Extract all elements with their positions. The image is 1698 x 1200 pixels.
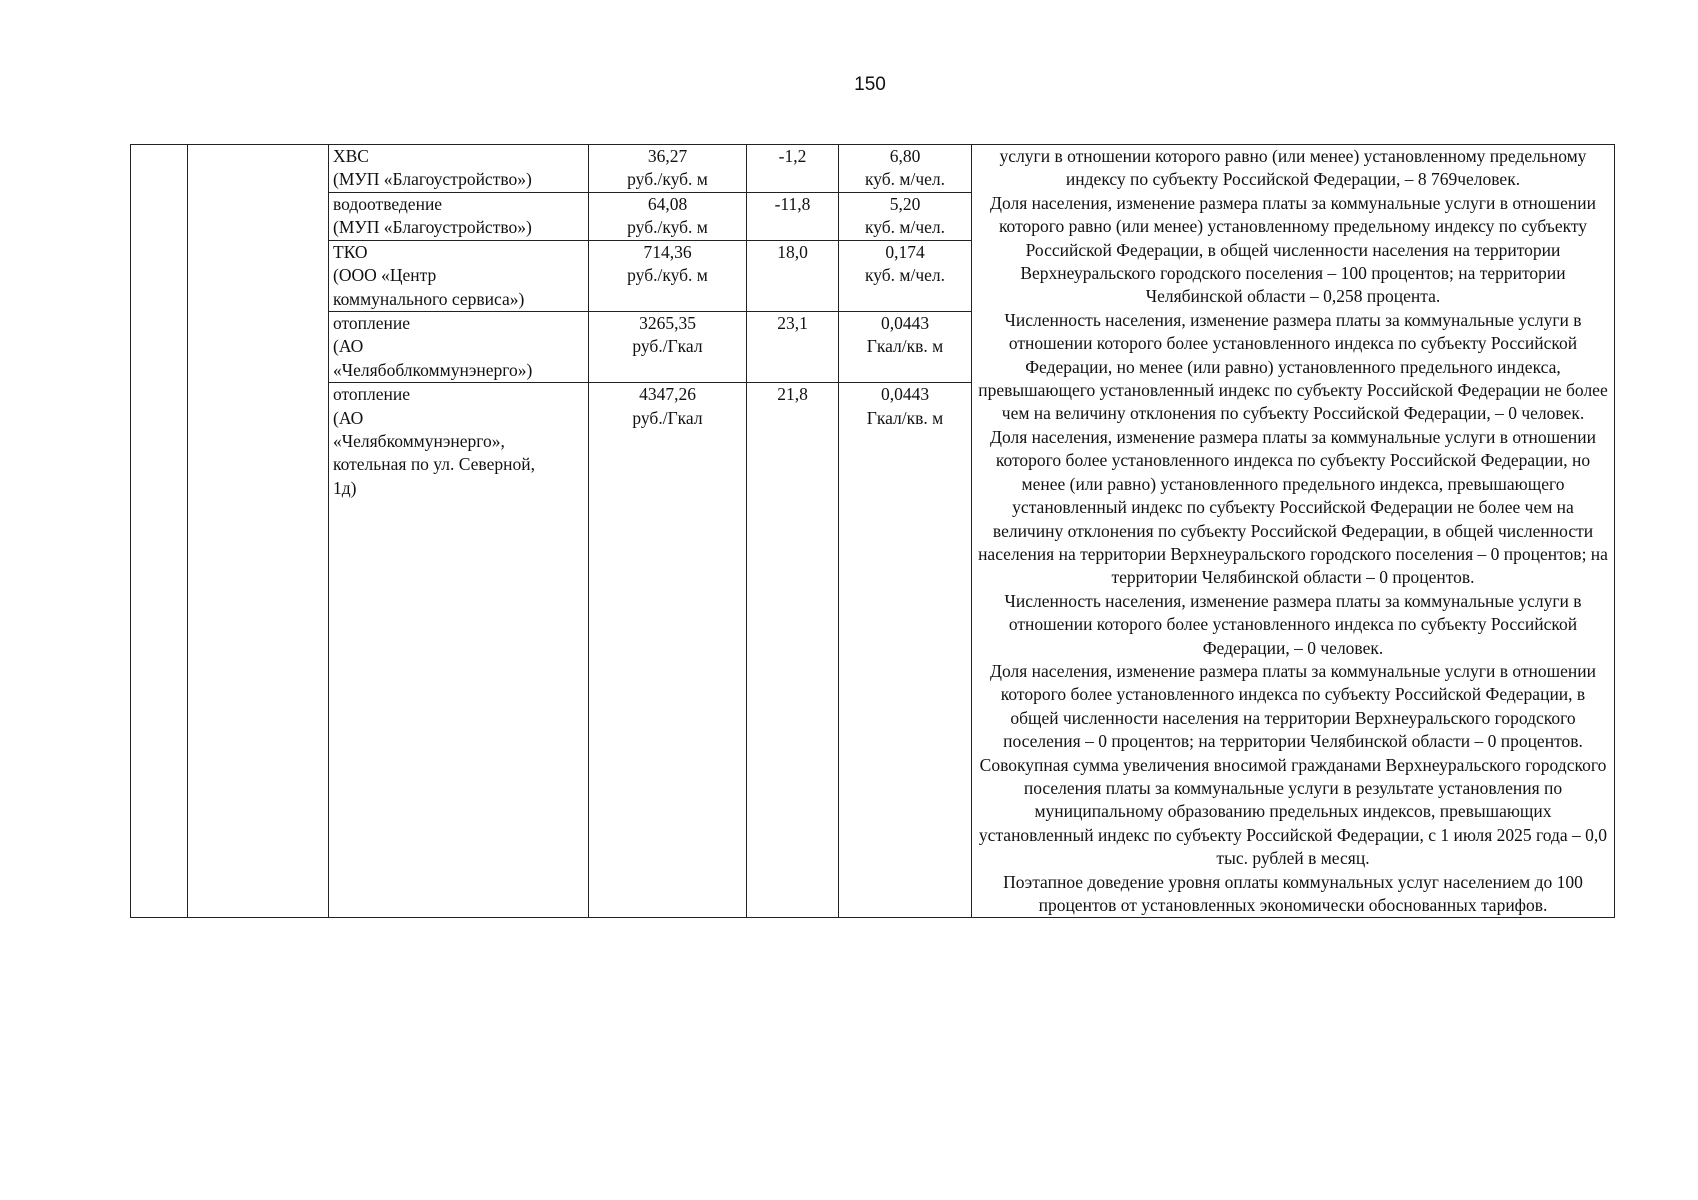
tariff-cell: 64,08 руб./куб. м <box>589 193 747 241</box>
explanation-paragraph: Численность населения, изменение размера платы за коммунальные услуги в отношении которого более установленного индекса по субъекту Российской Федерации, но менее (или равно) установленного предельного индекса, превышающего установленный индекс по субъекту Российской Федерации не более чем на величину отклонения по субъекту Российской Федерации, – 0 человек. <box>978 309 1608 424</box>
change-cell: -1,2 <box>747 145 839 193</box>
tariff-cell: 36,27 руб./куб. м <box>589 145 747 193</box>
service-cell: ХВС (МУП «Благоустройство») <box>329 145 589 193</box>
change-cell: 18,0 <box>747 240 839 311</box>
number-cell <box>131 145 188 918</box>
municipality-cell <box>188 145 329 918</box>
service-cell: водоотведение (МУП «Благоустройство») <box>329 193 589 241</box>
explanation-paragraph: Доля населения, изменение размера платы за коммунальные услуги в отношении которого равно (или менее) установленному предельному индексу по субъекту Российской Федерации, в общей численности населения на территории Верхнеуральского городского поселения – 100 процентов; на территории Челябинской области – 0,258 процента. <box>990 192 1596 307</box>
norm-cell: 0,0443 Гкал/кв. м <box>839 312 972 383</box>
tariff-cell: 4347,26 руб./Гкал <box>589 383 747 918</box>
explanation-paragraph: Доля населения, изменение размера платы за коммунальные услуги в отношении которого более установленного индекса по субъекту Российской Федерации, но менее (или равно) установленного предельного индекса, превышающего установленный индекс по субъекту Российской Федерации не более чем на величину отклонения по субъекту Российской Федерации, в общей численности населения на территории Верхнеуральского городского поселения – 0 процентов; на территории Челябинской области – 0 процентов. <box>978 426 1608 588</box>
explanation-paragraph: Численность населения, изменение размера платы за коммунальные услуги в отношении которого более установленного индекса по субъекту Российской Федерации, – 0 человек. <box>1004 590 1582 658</box>
tariff-cell: 714,36 руб./куб. м <box>589 240 747 311</box>
norm-cell: 0,0443 Гкал/кв. м <box>839 383 972 918</box>
service-cell: отопление (АО «Челябкоммунэнерго», котельная по ул. Северной, 1д) <box>329 383 589 918</box>
table-row <box>131 145 1615 193</box>
norm-cell: 0,174 куб. м/чел. <box>839 240 972 311</box>
service-cell: отопление (АО «Челябоблкоммунэнерго») <box>329 312 589 383</box>
tariff-table <box>130 144 1615 918</box>
change-cell: -11,8 <box>747 193 839 241</box>
tariff-cell: 3265,35 руб./Гкал <box>589 312 747 383</box>
norm-cell: 5,20 куб. м/чел. <box>839 193 972 241</box>
explanation-cell <box>972 145 1615 918</box>
change-cell: 23,1 <box>747 312 839 383</box>
explanation-paragraph: Доля населения, изменение размера платы за коммунальные услуги в отношении которого более установленного индекса по субъекту Российской Федерации, в общей численности населения на территории Верхнеуральского городского поселения – 0 процентов; на территории Челябинской области – 0 процентов. <box>990 660 1596 752</box>
explanation-paragraph: Поэтапное доведение уровня оплаты коммунальных услуг населением до 100 процентов от установленных экономически обоснованных тарифов. <box>1003 871 1583 915</box>
explanation-paragraph: Совокупная сумма увеличения вносимой гражданами Верхнеуральского городского поселения платы за коммунальные услуги в результате установления по муниципальному образованию предельных индексов, превышающих установленный индекс по субъекту Российской Федерации, с 1 июля 2025 года – 0,0 тыс. рублей в месяц. <box>978 754 1608 869</box>
page-number: 150 <box>854 74 886 95</box>
explanation-paragraph: услуги в отношении которого равно (или менее) установленному предельному индексу по субъекту Российской Федерации, – 8 769человек. <box>999 146 1587 190</box>
change-cell: 21,8 <box>747 383 839 918</box>
norm-cell: 6,80 куб. м/чел. <box>839 145 972 193</box>
service-cell: ТКО (ООО «Центр коммунального сервиса») <box>329 240 589 311</box>
